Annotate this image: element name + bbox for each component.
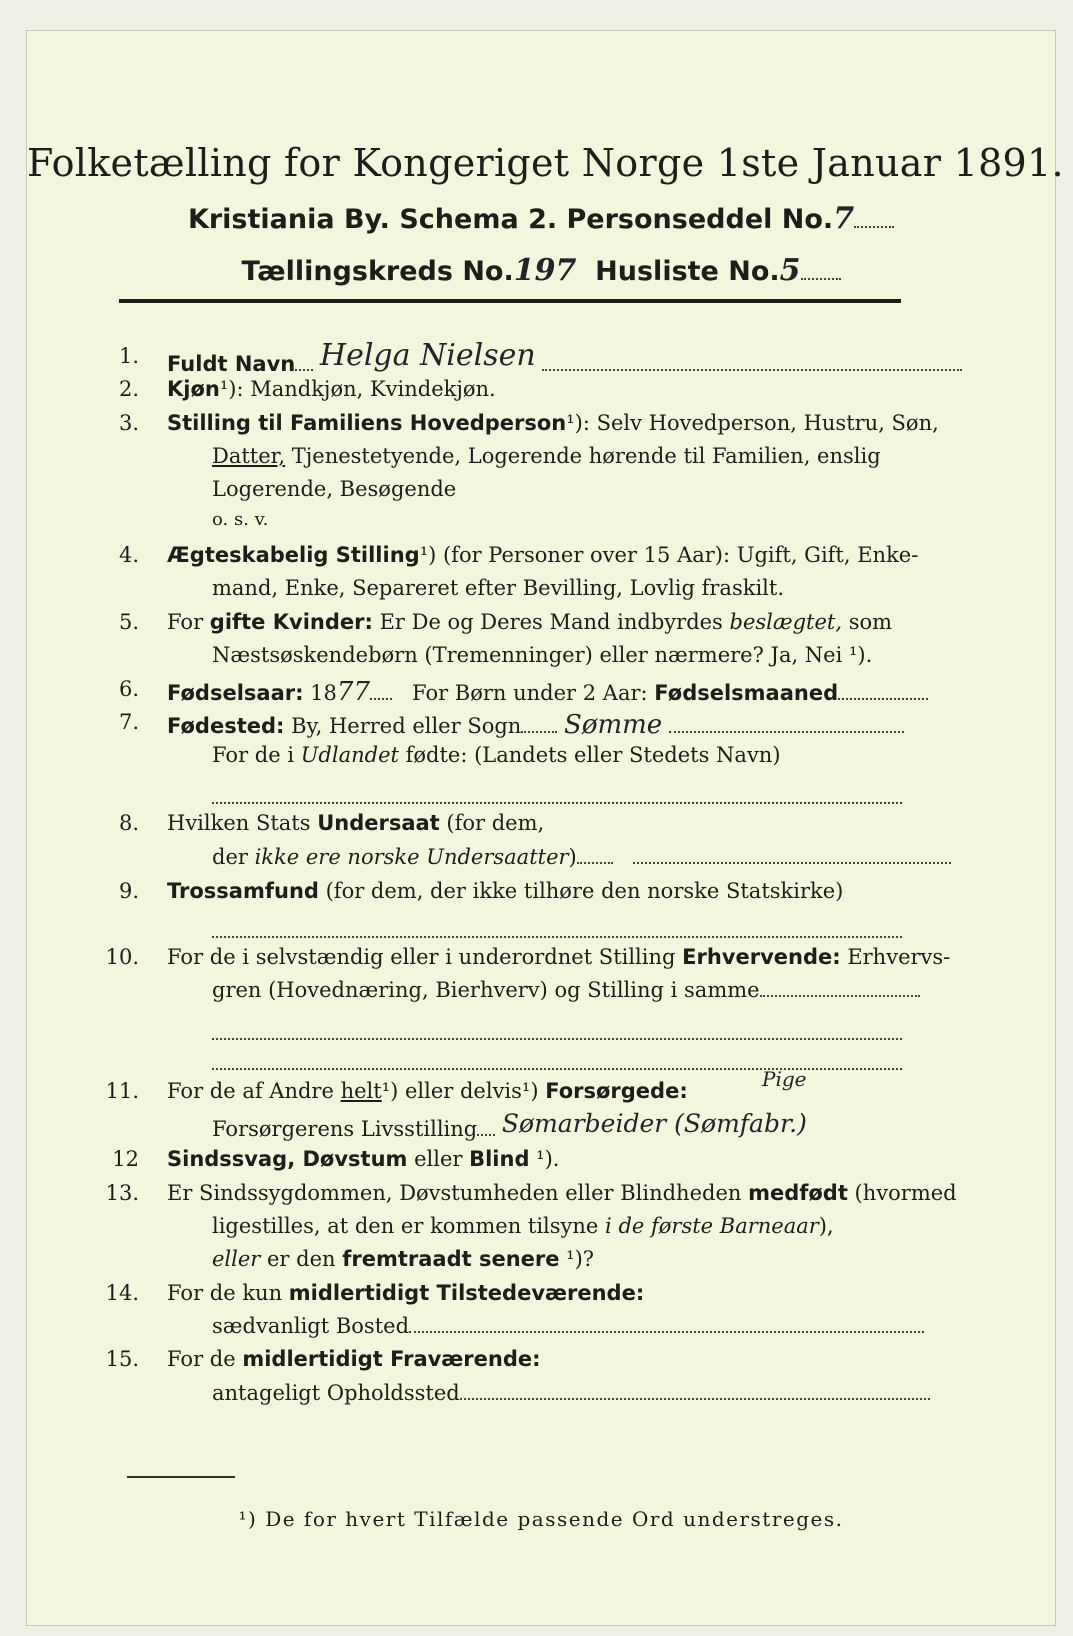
item-number: 11. bbox=[105, 1079, 139, 1103]
item-2 bbox=[167, 377, 496, 401]
item-text: For de bbox=[167, 1347, 243, 1371]
item-text: For de i bbox=[212, 743, 301, 767]
item-number: 5. bbox=[118, 610, 139, 634]
item-3-line-3: Logerende, Besøgende bbox=[212, 477, 457, 501]
item-text: For de af Andre bbox=[167, 1079, 341, 1103]
item-label: Kjøn bbox=[167, 377, 220, 401]
item-label: Fødselsmaaned bbox=[654, 681, 839, 705]
item-5-line-2: Næstsøskendebørn (Tremenninger) eller nærmere? Ja, Nei ¹). bbox=[212, 643, 873, 667]
item-text: Hvilken Stats bbox=[167, 811, 318, 835]
item-text: er den bbox=[260, 1247, 343, 1271]
item-5 bbox=[167, 610, 892, 634]
husliste-no: 5 bbox=[779, 253, 801, 288]
dotted-line bbox=[854, 225, 894, 228]
item-text: sædvanligt Bosted bbox=[212, 1314, 410, 1338]
dotted-line bbox=[521, 730, 557, 733]
item-text-italic: Udlandet bbox=[300, 743, 399, 767]
birthplace-value: Sømme bbox=[564, 710, 663, 740]
item-7-line-2 bbox=[212, 743, 781, 767]
item-7 bbox=[167, 710, 904, 740]
schema-label: Kristiania By. Schema 2. Personseddel No. bbox=[187, 204, 834, 235]
item-label: midlertidigt Tilstedeværende: bbox=[288, 1281, 645, 1305]
item-text: antageligt Opholdssted bbox=[212, 1381, 460, 1405]
item-10-line-2 bbox=[212, 978, 920, 1002]
item-1 bbox=[167, 338, 962, 379]
item-8-line-2 bbox=[212, 845, 951, 869]
item-text: (for dem, bbox=[439, 811, 545, 835]
item-label: Fødselsaar: bbox=[167, 681, 304, 705]
dotted-line bbox=[409, 1330, 924, 1333]
item-text: gren (Hovednæring, Bierhverv) og Stilling i samme bbox=[212, 978, 760, 1002]
item-number: 15. bbox=[105, 1347, 139, 1371]
item-text: 18 bbox=[303, 681, 337, 705]
item-text: ¹): Mandkjøn, Kvindekjøn. bbox=[219, 377, 496, 401]
item-label: gifte Kvinder: bbox=[209, 610, 373, 634]
item-text: ¹) eller delvis¹) bbox=[381, 1079, 546, 1103]
item-number: 8. bbox=[118, 811, 139, 835]
item-text: (for dem, der ikke tilhøre den norske Statskirke) bbox=[318, 879, 844, 903]
item-text: For de kun bbox=[167, 1281, 289, 1305]
item-number: 4. bbox=[118, 543, 139, 567]
item-label: Sindssvag, Døvstum bbox=[167, 1147, 408, 1171]
item-12 bbox=[167, 1147, 559, 1171]
footnote-rule bbox=[127, 1476, 235, 1478]
item-text: ¹) (for Personer over 15 Aar): Ugift, Gift, Enke- bbox=[419, 543, 919, 567]
dotted-line bbox=[370, 697, 392, 700]
dotted-line bbox=[212, 801, 902, 804]
item-11 bbox=[167, 1079, 688, 1103]
item-14-line-2 bbox=[212, 1314, 924, 1338]
item-number: 13. bbox=[105, 1181, 139, 1205]
item-text-italic: eller bbox=[212, 1247, 261, 1271]
item-text-italic: ikke ere norske Undersaatter bbox=[254, 845, 569, 869]
dotted-line bbox=[542, 368, 962, 371]
personseddel-no: 7 bbox=[833, 201, 855, 236]
item-8 bbox=[167, 811, 544, 835]
item-text-italic: beslægtet, bbox=[729, 610, 843, 634]
item-text: ¹). bbox=[529, 1147, 560, 1171]
item-label: midlertidigt Fraværende: bbox=[242, 1347, 541, 1371]
dotted-line bbox=[838, 697, 928, 700]
item-text: (hvormed bbox=[847, 1181, 957, 1205]
item-4 bbox=[167, 543, 918, 567]
item-10-line-3 bbox=[212, 1021, 902, 1045]
item-13-line-3 bbox=[212, 1247, 594, 1271]
form-subtitle bbox=[27, 201, 1055, 236]
item-text: Er De og Deres Mand indbyrdes bbox=[372, 610, 730, 634]
item-label: Ægteskabelig Stilling bbox=[167, 543, 420, 567]
provider-occupation-value: Sømarbeider (Sømfabr.) bbox=[501, 1109, 807, 1138]
birth-year-value: 77 bbox=[336, 677, 370, 707]
item-text: ¹)? bbox=[559, 1247, 595, 1271]
item-6 bbox=[167, 677, 928, 707]
form-title: Folketælling for Kongeriget Norge 1ste Januar 1891. bbox=[27, 141, 1064, 185]
item-label: fremtraadt senere bbox=[342, 1247, 560, 1271]
dotted-line bbox=[477, 1133, 495, 1136]
item-14 bbox=[167, 1281, 644, 1305]
husliste-label: Husliste No. bbox=[595, 256, 780, 287]
census-form bbox=[26, 30, 1064, 1626]
item-number: 9. bbox=[118, 879, 139, 903]
form-subtitle-2 bbox=[27, 253, 1055, 288]
item-10 bbox=[167, 945, 950, 969]
item-15 bbox=[167, 1347, 541, 1371]
dotted-line bbox=[760, 994, 920, 997]
item-text: Erhvervs- bbox=[840, 945, 951, 969]
taellingskreds-no: 197 bbox=[513, 253, 577, 288]
item-text: ), bbox=[818, 1214, 834, 1238]
dotted-line bbox=[460, 1397, 930, 1400]
item-text: fødte: (Landets eller Stedets Navn) bbox=[398, 743, 781, 767]
item-text: Forsørgerens Livsstilling bbox=[212, 1117, 478, 1141]
item-number: 6. bbox=[118, 677, 139, 701]
item-3-line-2 bbox=[212, 444, 881, 468]
item-label: medfødt bbox=[748, 1181, 848, 1205]
item-number: 2. bbox=[118, 377, 139, 401]
item-4-line-2: mand, Enke, Separeret efter Bevilling, Lovlig fraskilt. bbox=[212, 576, 785, 600]
item-text: Tjenestetyende, Logerende hørende til Familien, enslig bbox=[285, 444, 881, 468]
item-text: ¹): Selv Hovedperson, Hustru, Søn, bbox=[566, 411, 939, 435]
dotted-line bbox=[212, 935, 902, 938]
dotted-line bbox=[801, 277, 841, 280]
item-text: ligestilles, at den er kommen tilsyne bbox=[212, 1214, 606, 1238]
item-number: 10. bbox=[105, 945, 139, 969]
underlined-choice: Datter, bbox=[212, 444, 286, 468]
item-text-italic: i de første Barneaar bbox=[605, 1214, 819, 1238]
item-text: ) bbox=[568, 845, 577, 869]
item-number: 1. bbox=[118, 344, 139, 368]
item-9 bbox=[167, 879, 843, 903]
underlined-choice: helt bbox=[340, 1079, 382, 1103]
item-label: Undersaat bbox=[317, 811, 440, 835]
item-label: Stilling til Familiens Hovedperson bbox=[167, 411, 567, 435]
item-label: Trossamfund bbox=[167, 879, 319, 903]
item-3-line-4: o. s. v. bbox=[212, 509, 269, 530]
header-rule bbox=[119, 299, 901, 303]
taellingskreds-label: Tællingskreds No. bbox=[241, 256, 514, 287]
footnote: ¹) De for hvert Tilfælde passende Ord understreges. bbox=[238, 1507, 844, 1531]
item-number: 12 bbox=[112, 1147, 139, 1171]
item-label: Fødested: bbox=[167, 714, 285, 738]
dotted-line bbox=[577, 861, 613, 864]
item-text: For bbox=[167, 610, 210, 634]
item-15-line-2 bbox=[212, 1381, 930, 1405]
item-3 bbox=[167, 411, 939, 435]
dotted-line bbox=[295, 368, 313, 371]
item-13-line-2 bbox=[212, 1214, 834, 1238]
dotted-line bbox=[669, 730, 904, 733]
item-text: By, Herred eller Sogn bbox=[284, 714, 522, 738]
item-text: der bbox=[212, 845, 255, 869]
item-text: som bbox=[842, 610, 893, 634]
item-number: 3. bbox=[118, 411, 139, 435]
dotted-line bbox=[212, 1037, 902, 1040]
item-number: 7. bbox=[118, 710, 139, 734]
item-label: Erhvervende: bbox=[682, 945, 841, 969]
item-label: Blind bbox=[469, 1147, 530, 1171]
item-label: Forsørgede: bbox=[545, 1079, 688, 1103]
item-text: For Børn under 2 Aar: bbox=[412, 681, 655, 705]
item-7-line-3 bbox=[212, 785, 902, 809]
handwritten-note: Pige bbox=[762, 1067, 807, 1091]
item-text: For de i selvstændig eller i underordnet Stilling bbox=[167, 945, 683, 969]
dotted-line bbox=[633, 861, 951, 864]
item-text: eller bbox=[407, 1147, 470, 1171]
item-13 bbox=[167, 1181, 957, 1205]
full-name-value: Helga Nielsen bbox=[319, 338, 536, 373]
item-text: Er Sindssygdommen, Døvstumheden eller Blindheden bbox=[167, 1181, 749, 1205]
item-number: 14. bbox=[105, 1281, 139, 1305]
item-label: Fuldt Navn bbox=[167, 352, 296, 376]
item-11-line-2 bbox=[212, 1109, 807, 1142]
item-9-line-2 bbox=[212, 919, 902, 943]
